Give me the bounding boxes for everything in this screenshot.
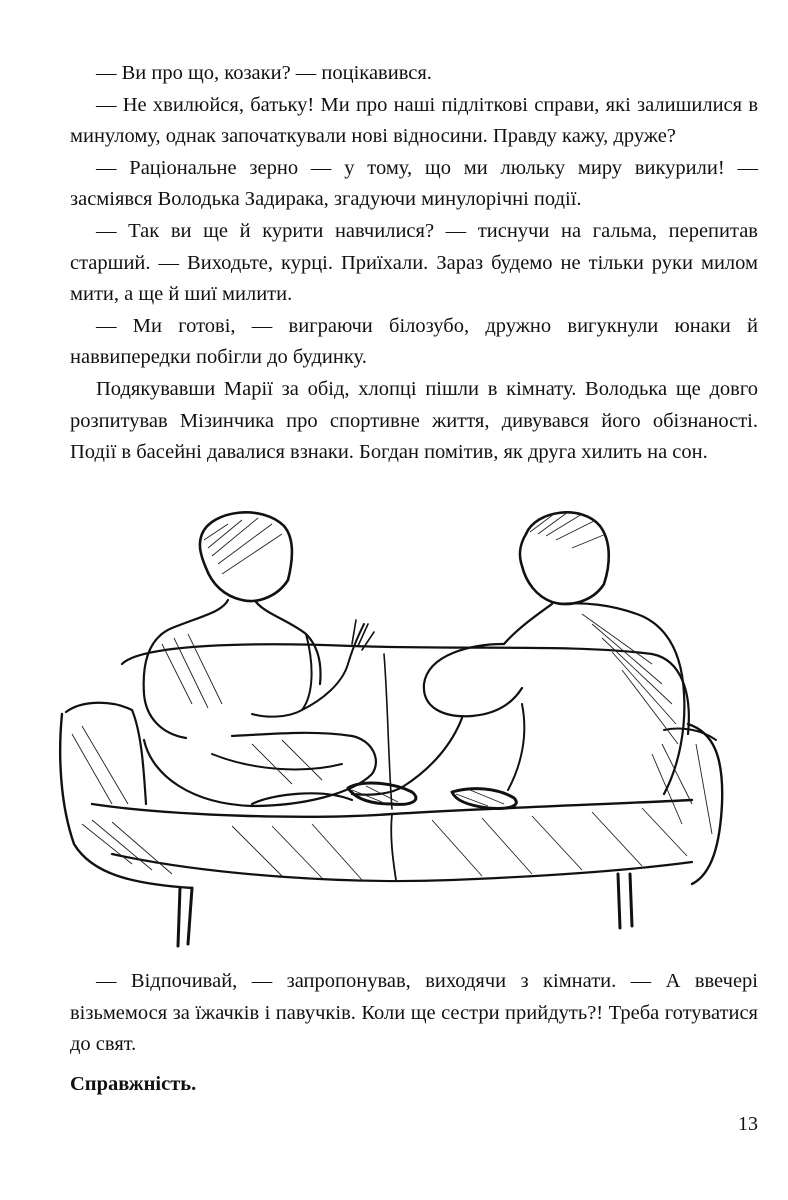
- sofa-illustration: [52, 504, 728, 956]
- paragraph: Подякувавши Марії за обід, хлопці пішли в кімнату. Володька ще довго розпитував Мізинчика про спортивне життя, дивувався його обізнаності. Події в басейні давалися взнаки. Богдан помітив, як друга хилить на сон.: [70, 377, 758, 464]
- section-heading: Справжність.: [70, 1073, 197, 1095]
- paragraph: — Раціональне зерно — у тому, що ми люльку миру викурили! — засміявся Володька Задирака, згадуючи минулорічні події.: [70, 156, 758, 211]
- text-block-bottom: [70, 966, 758, 1061]
- left-boy-figure: [144, 512, 376, 806]
- paragraph: — Ми готові, — виграючи білозубо, дружно вигукнули юнаки й наввипередки побігли до будинку.: [70, 314, 758, 369]
- right-boy-figure: [348, 512, 684, 809]
- paragraph: — Не хвилюйся, батьку! Ми про наші підліткові справи, які залишилися в минулому, однак започаткували нові відносини. Правду кажу, друже?: [70, 93, 758, 148]
- text-block-top: [70, 58, 758, 469]
- paragraph: — Так ви ще й курити навчилися? — тиснучи на гальма, перепитав старший. — Виходьте, курці. Приїхали. Зараз будемо не тільки руки милом мити, а ще й шиї милити.: [70, 219, 758, 306]
- paragraph: — Ви про що, козаки? — поцікавився.: [96, 62, 432, 84]
- paragraph: — Відпочивай, — запропонував, виходячи з кімнати. — А ввечері візьмемося за їжачків і павучків. Коли ще сестри прийдуть?! Треба готуватися до свят.: [70, 970, 758, 1056]
- page-number: 13: [738, 1113, 758, 1135]
